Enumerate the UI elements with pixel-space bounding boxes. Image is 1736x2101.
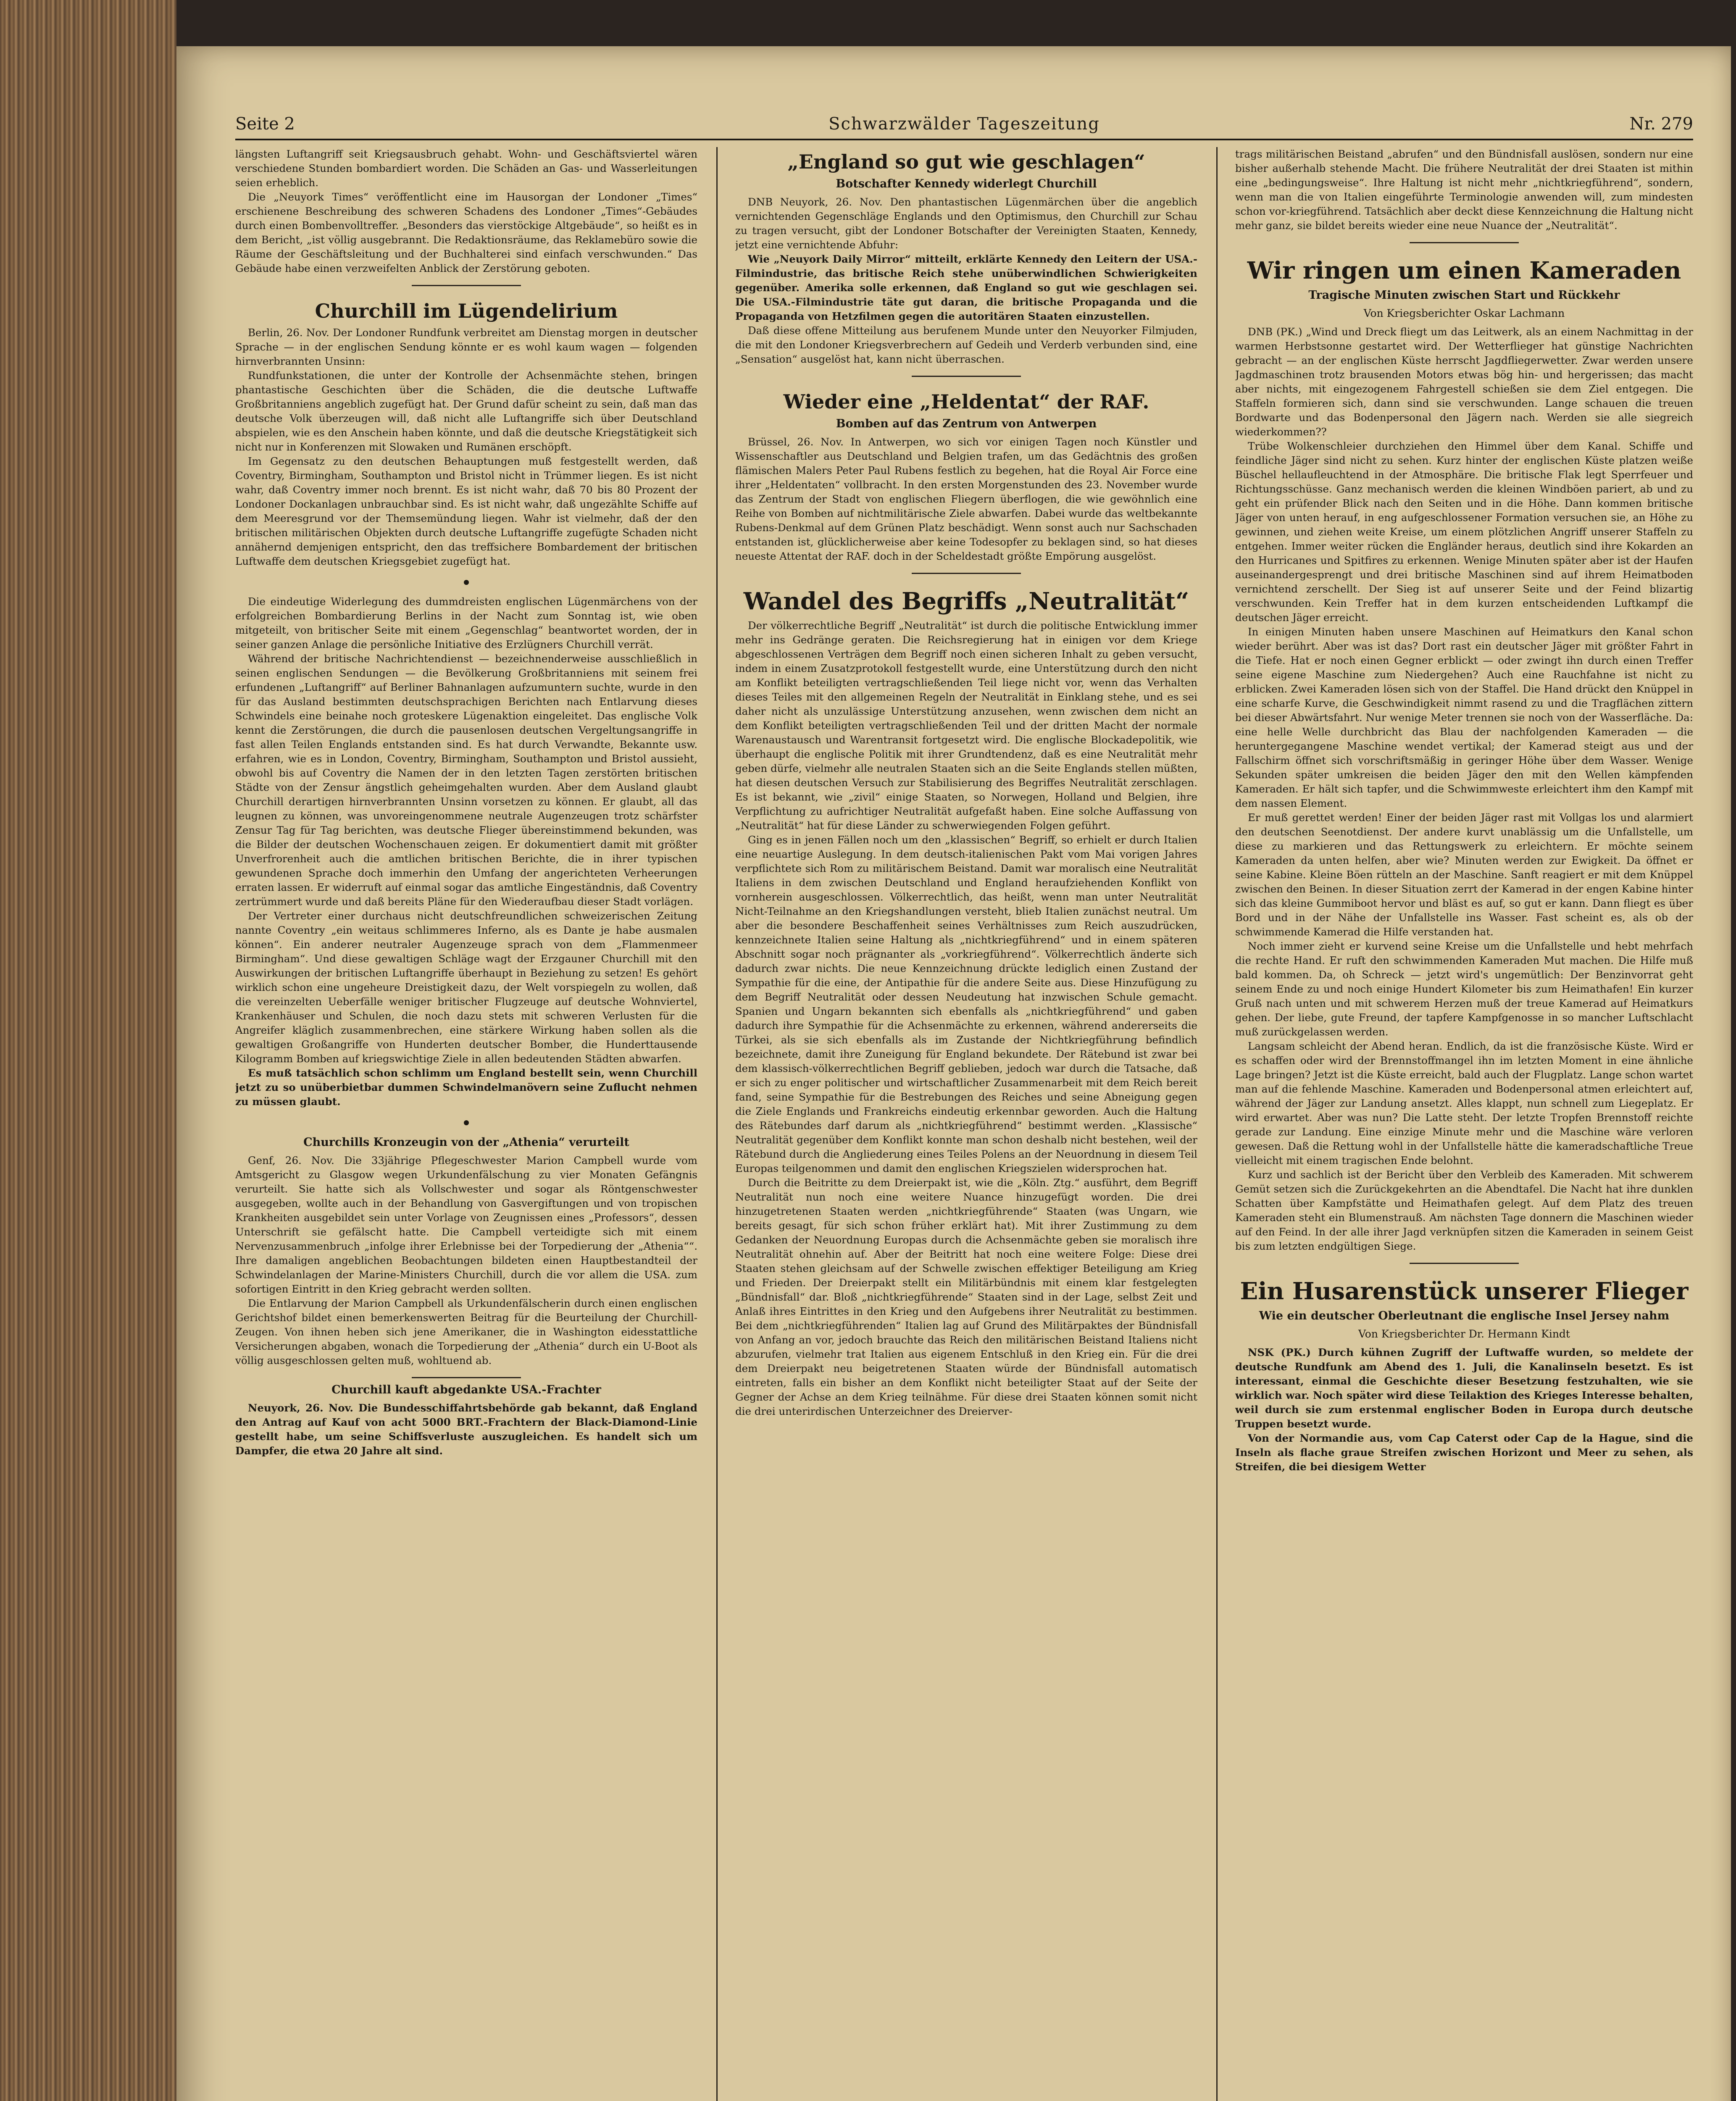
subhead-jersey: Wie ein deutscher Oberleutnant die englische Insel Jersey nahm — [1259, 1309, 1670, 1322]
paragraph: Er muß gerettet werden! Einer der beiden Jäger rast mit Vollgas los und alarmiert den deutschen Seenotdienst. Der andere kurvt unablässig um die Unfallstelle, um diese zu markieren und das Rettungswerk zu erleichtern. Er möchte seinem Kameraden da unten helfen, aber wie? Minuten werden zur Ewigkeit. Da öffnet er seine Kabine. Kleine Böen rütteln an der Maschine. Sanft reagiert er mit dem Knüppel zwischen den Beinen. In dieser Situation zerrt der Kamerad in der engen Kabine hinter sich das kleine Gummiboot hervor und bläst es auf, so gut er kann. Dann fliegt es über Bord und in der Nähe der Unfallstelle ins Wasser. Fast scheint es, als ob der schwimmende Kamerad die Hilfe verstanden hat. — [1235, 811, 1693, 938]
paragraph: Noch immer zieht er kurvend seine Kreise um die Unfallstelle und hebt mehrfach die rechte Hand. Er ruft den schwimmenden Kameraden Mut machen. Die Hilfe muß bald kommen. Da, oh Schreck — jetzt wird's ungemütlich: Der Benzinvorrat geht seinem Ende zu und noch einige Hundert Kilometer bis zum Heimathafen! Ein kurzer Gruß nach unten und mit schwerem Herzen muß der treue Kamerad auf Heimatkurs gehen. Der liebe, gute Freund, der tapfere Kampfgenosse in so mancher Luftschlacht muß zurückgelassen werden. — [1235, 940, 1693, 1038]
column-rule-1 — [716, 147, 718, 2101]
page-number: Seite 2 — [235, 114, 295, 134]
paragraph: Ging es in jenen Fällen noch um den „klassischen“ Begriff, so erhielt er durch Italien eine neuartige Auslegung. In dem deutsch-italienischen Pakt vom Mai vorigen Jahres verpflichtete sich Rom zu militärischem Beistand. Damit war moralisch eine Neutralität Italiens in dem zwischen Deutschland und England heraufziehenden Konflikt von vornherein ausgeschlossen. Völkerrechtlich, das heißt, wenn man unter Neutralität Nicht-Teilnahme an den Kriegshandlungen versteht, blieb Italien zunächst neutral. Um aber die besondere Beschaffenheit seines Verhältnisses zum Reich auszudrücken, kennzeichnete Italien seine Haltung als „nichtkriegführend“ und in einem späteren Abschnitt sogar noch prägnanter als „vorkriegführend“. Völkerrechtlich änderte sich dadurch zwar nichts. Die neue Kennzeichnung drückte lediglich einen Zustand der Sympathie für die eine, der Antipathie für die andere Seite aus. Diese Hinzufügung zu dem Begriff Neutralität oder dessen Neudeutung hat inzwischen Schule gemacht. Spanien und Ungarn bekannten sich ebenfalls als „nichtkriegführend“ und gaben dadurch ihre Sympathie für die Achsenmächte zu erkennen, während andererseits die Türkei, als sie sich ebenfalls als im Zustande der Nichtkriegführung befindlich bezeichnete, damit ihre Zuneigung für England bekundete. Der Rätebund ist zwar bei dem klassisch-völkerrechtlichen Begriff geblieben, jedoch war durch die Tatsache, daß er sich zu enger politischer und wirtschaftlicher Zusammenarbeit mit dem Reich bereit fand, seine Sympathie für die Bestrebungen des Reiches und seine Abneigung gegen die Ziele Englands und Frankreichs eindeutig erkennbar geworden. Auch die Haltung des Rätebundes darf darum als „nichtkriegführend“ bestimmt werden. „Klassische“ Neutralität gegenüber dem Konflikt konnte man schon deshalb nicht bestehen, weil der Rätebund durch die Angliederung eines Teiles Polens an der Neuordnung in diesem Teil Europas teilgenommen und damit den englischen Kriegszielen widersprochen hat. — [735, 834, 1197, 1174]
headline-athenia: Churchills Kronzeugin von der „Athenia“ verurteilt — [303, 1136, 629, 1149]
issue-number: Nr. 279 — [1629, 114, 1693, 134]
paragraph: Kurz und sachlich ist der Bericht über den Verbleib des Kameraden. Mit schwerem Gemüt setzen sich die Zurückgekehrten an die Abendtafel. Die Nacht hat ihre dunklen Schatten über Kampfstätte und Heimathafen gelegt. Auf dem Platz des treuen Kameraden steht ein Blumenstrauß. Am nächsten Tage donnern die Maschinen wieder auf den Feind. In der alle ihrer Jagd verknüpfen sitzen die Kameraden in seinem Geist bis zum letzten endgültigen Siege. — [1235, 1169, 1693, 1252]
book-edge — [0, 0, 176, 2101]
article-continuation: längsten Luftangriff seit Kriegsausbruch gehabt. Wohn- und Geschäftsviertel wären verschiedene Stunden bombardiert worden. Die Schäden an Gas- und Wasserleitungen seien erheblich. — [235, 148, 697, 189]
separator-dot — [464, 1120, 469, 1125]
paragraph: Der völkerrechtliche Begriff „Neutralität“ ist durch die politische Entwicklung immer mehr ins Gedränge geraten. Die Reichsregierung hat in einigen vor dem Kriege abgeschlossenen Verträgen dem Begriff noch einen sicheren Inhalt zu geben versucht, indem in einem Zusatzprotokoll festgestellt wurde, eine Unterstützung durch den nicht am Konflikt beteiligten vertragschließenden Teil liege nicht vor, wenn das Verhalten dieses Teiles mit den allgemeinen Regeln der Neutralität in Einklang stehe, und es sei daher nicht als unzulässige Unterstützung anzusehen, wenn zwischen dem nicht an dem Konflikt beteiligten vertragschließenden Teil und der dritten Macht der normale Warenaustausch und Warentransit fortgesetzt wird. Die englische Blockadepolitik, wie überhaupt die englische Politik mit ihrer Grundtendenz, daß es eine Neutralität mehr geben dürfe, vielmehr alle neutralen Staaten sich an die Seite Englands stellen müßten, hat diesen deutschen Versuch zur Stabilisierung des Begriffes Neutralität zerschlagen. Es ist bekannt, wie „zivil“ einige Staaten, so Norwegen, Holland und Belgien, ihre Verpflichtung zu aufrichtiger Neutralität aufgefaßt haben. Eine solche Auffassung von „Neutralität“ hat für diese Länder zu schwerwiegenden Folgen geführt. — [735, 619, 1197, 832]
paragraph: Berlin, 26. Nov. Der Londoner Rundfunk verbreitet am Dienstag morgen in deutscher Sprache — in der englischen Sendung könnte er es wohl kaum wagen — folgenden hirnverbrannten Unsinn: — [235, 326, 697, 367]
paragraph: Langsam schleicht der Abend heran. Endlich, da ist die französische Küste. Wird er es schaffen oder wird der Brennstoffmangel ihn im letzten Moment in eine ähnliche Lage bringen? Jetzt ist die Küste erreicht, bald auch der Flugplatz. Lange schon wartet man auf die fehlende Maschine. Kameraden und Bodenpersonal atmen erleichtert auf, während der Jäger zur Landung ansetzt. Alles klappt, nun schnell zum Liegeplatz. Er wird erwartet. Aber was nun? Die Latte steht. Der letzte Tropfen Brennstoff reichte gerade zur Landung. Eine einzige Minute mehr und die Maschine wäre verloren gewesen. Daß die Rettung wohl in der Unfallstelle hätte die kameradschaftliche Treue vielleicht mit einem tragischen Ende belohnt. — [1235, 1040, 1693, 1166]
paragraph: Daß diese offene Mitteilung aus berufenem Munde unter den Neuyorker Filmjuden, die mit den Londoner Kriegsverbrechern auf Gedeih und Verderb verbunden sind, eine „Sensation“ ausgelöst hat, kann nicht überraschen. — [735, 324, 1197, 365]
subhead-kennedy: Botschafter Kennedy widerlegt Churchill — [836, 177, 1097, 190]
paragraph: DNB Neuyork, 26. Nov. Den phantastischen Lügenmärchen über die angeblich vernichtenden Gegenschläge Englands und den Optimismus, den Churchill zur Schau zu tragen versucht, gibt der Londoner Botschafter der Vereinigten Staaten, Kennedy, jetzt eine vernichtende Abfuhr: — [735, 196, 1197, 251]
paragraph: Durch die Beitritte zu dem Dreierpakt ist, wie die „Köln. Ztg.“ ausführt, dem Begriff Neutralität nun noch eine weitere Nuance hinzugefügt worden. Die drei hinzugetretenen Staaten werden „nichtkriegführende“ Staaten (was Ungarn, wie bereits gesagt, für sich schon früher erklärt hat). Mit ihrer Zustimmung zu dem Gedanken der Neuordnung Europas durch die Achsenmächte geben sie moralisch ihre Neutralität ohnehin auf. Aber der Beitritt hat noch eine weitere Folge: Diese drei Staaten stehen gleichsam auf der Schwelle zwischen effektiger Beteiligung am Krieg und Frieden. Der Dreierpakt stellt ein Militärbündnis mit einem klar festgelegten „Bündnisfall“ dar. Bloß „nichtkriegführende“ Staaten sind in der Lage, selbst Zeit und Anlaß ihres Eintrittes in den Krieg und den Aufgebens ihrer Neutralität zu bestimmen. Bei dem „nichtkriegführenden“ Italien lag auf Grund des Militärpaktes der Bündnisfall von Anfang an vor, jedoch brauchte das Reich den militärischen Beistand Italiens nicht abzurufen, vielmehr trat Italien aus eigenem Entschluß in den Krieg ein. Für die drei dem Dreierpakt neu beigetretenen Staaten würde der Bündnisfall automatisch eintreten, falls ein bisher an dem Konflikt nicht beteiligter Staat auf der Seite der Gegner der Achse an dem Krieg teilnähme. Für diese drei Staaten können somit nicht die drei unterirdischen Unterzeichner des Dreierver- — [735, 1177, 1197, 1417]
byline-lachmann: Von Kriegsberichter Oskar Lachmann — [1363, 307, 1565, 319]
masthead — [235, 101, 1693, 140]
article-continuation: trags militärischen Beistand „abrufen“ und den Bündnisfall auslösen, sondern nur eine bisher außerhalb stehende Macht. Die frühere Neutralität der drei Staaten ist mithin eine „bedingungsweise“. Ihre Haltung ist nicht mehr „nichtkriegführend“, sondern, wenn man die von Italien eingeführte Terminologie anwenden will, zum mindesten schon vor-kriegführend. Tatsächlich aber deckt diese Kennzeichnung die Haltung nicht mehr ganz, sie bildet bereits wieder eine neue Nuance der „Neutralität“. — [1235, 148, 1693, 232]
paper-name: Schwarzwälder Tageszeitung — [829, 114, 1100, 134]
headline-husarenstueck: Ein Husarenstück unserer Flieger — [1240, 1277, 1689, 1305]
paragraph: Die „Neuyork Times“ veröffentlicht eine im Hausorgan der Londoner „Times“ erschienene Beschreibung des schweren Schadens des Londoner „Times“-Gebäudes durch einen Bombenvolltreffer. „Besonders das vierstöckige Altgebäude“, so heißt es in dem Bericht, „ist völlig ausgebrannt. Die Redaktionsräume, das Reklamebüro sowie die Räume der Geschäftsleitung und der Buchhalterei sind einfach verschwunden.“ Das Gebäude habe einen verzweifelten Anblick der Zerstörung geboten. — [235, 191, 697, 274]
headline-england-geschlagen: „England so gut wie geschlagen“ — [787, 150, 1145, 173]
divider — [412, 1377, 521, 1378]
separator — [235, 1115, 697, 1129]
byline-kindt: Von Kriegsberichter Dr. Hermann Kindt — [1358, 1328, 1570, 1340]
headline-heldentat-raf: Wieder eine „Heldentat“ der RAF. — [783, 390, 1149, 413]
column-3 — [1235, 147, 1693, 2101]
paragraph: Trübe Wolkenschleier durchziehen den Himmel über dem Kanal. Schiffe und feindliche Jäger sind nicht zu sehen. Kurz hinter der englischen Küste platzen weiße Büschel hellaufleuchtend in der Atmosphäre. Die britische Flak legt Sperrfeuer und Richtungsschüsse. Ganz mechanisch werden die kleinen Windböen pariert, ab und zu geht ein prüfender Blick nach den Seiten und in die Höhe. Dann kommen britische Jäger von unten herauf, in eng aufgeschlossener Formation versuchen sie, an Höhe zu gewinnen, und ziehen weite Kreise, um einem plötzlichen Angriff unserer Staffeln zu entgehen. Immer weiter rücken die Engländer heraus, deutlich sind ihre Kokarden an den Hurricanes und Spitfires zu erkennen. Wenige Minuten später aber ist der Haufen auseinandergesprengt und drei britische Maschinen sind auf ihrem Heimatboden vernichtend zerschellt. Der Sieg ist auf unserer Seite und der Feind blizartig verschwunden. Kein Treffer hat in dem kurzen entscheidenden Luftkampf die deutschen Jäger erreicht. — [1235, 440, 1693, 624]
paragraph-bold: Neuyork, 26. Nov. Die Bundesschiffahrtsbehörde gab bekannt, daß England den Antrag auf Kauf von acht 5000 BRT.-Frachtern der Black-Diamond-Linie gestellt habe, um seine Schiffsverluste auszugleichen. Es handelt sich um Dampfer, die etwa 20 Jahre alt sind. — [235, 1402, 697, 1457]
paragraph: Die Entlarvung der Marion Campbell als Urkundenfälscherin durch einen englischen Gerichtshof bildet einen bemerkenswerten Beitrag für die Beurteilung der Churchill-Zeugen. Von ihnen heben sich jene Amerikaner, die in Washington eidesstattliche Versicherungen abgaben, wonach die Torpedierung der „Athenia“ durch ein U-Boot als völlig ausgeschlossen gelten muß, wohltuend ab. — [235, 1297, 697, 1366]
separator — [235, 574, 697, 589]
paragraph: In einigen Minuten haben unsere Maschinen auf Heimatkurs den Kanal schon wieder berührt. Aber was ist das? Dort rast ein deutscher Jäger mit größter Fahrt in die Tiefe. Hat er noch einen Gegner erblickt — oder zwingt ihn durch einen Treffer seine eigene Maschine zum Niedergehen? Auch eine Rauchfahne ist nicht zu erblicken. Zwei Kameraden lösen sich von der Staffel. Die Hand drückt den Knüppel in eine scharfe Kurve, die Geschwindigkeit nimmt rasend zu und die Tragflächen zittern bei dieser Abwärtsfahrt. Nur wenige Meter trennen sie noch von der Wasserfläche. Da: eine helle Welle durchbricht das Blau der nachfolgenden Kameraden — die heruntergegangene Maschine wendet vertikal; der Kamerad steigt aus und der Fallschirm öffnet sich vorschriftsmäßig in geringer Höhe über dem Wasser. Wenige Sekunden später umkreisen die beiden Jäger den mit den Wellen kämpfenden Kameraden. Er hält sich tapfer, und die Schwimmweste erleichtert ihm den Kampf mit dem nassen Element. — [1235, 626, 1693, 809]
column-2 — [735, 147, 1197, 2101]
paragraph: Brüssel, 26. Nov. In Antwerpen, wo sich vor einigen Tagen noch Künstler und Wissenschaftler aus Deutschland und Belgien trafen, um das Gedächtnis des großen flämischen Malers Peter Paul Rubens festlich zu begehen, hat die Royal Air Force eine ihrer „Heldentaten“ vollbracht. In den ersten Morgenstunden des 23. November wurde das Zentrum der Stadt von englischen Fliegern überflogen, die wie gewöhnlich eine Reihe von Bomben auf nichtmilitärische Ziele abwarfen. Dabei wurde das weltbekannte Rubens-Denkmal auf dem Grünen Platz beschädigt. Wenn sonst auch nur Sachschaden entstanden ist, glücklicherweise aber keine Todesopfer zu beklagen sind, so hat dieses neueste Attentat der RAF. doch in der Scheldestadt größte Empörung ausgelöst. — [735, 436, 1197, 562]
divider — [412, 285, 521, 286]
headline-neutralitaet: Wandel des Begriffs „Neutralität“ — [743, 587, 1189, 615]
headline-churchill-luegendelirium: Churchill im Lügendelirium — [315, 300, 618, 322]
paragraph: Genf, 26. Nov. Die 33jährige Pflegeschwester Marion Campbell wurde vom Amtsgericht zu Glasgow wegen Urkundenfälschung zu vier Monaten Gefängnis verurteilt. Sie hatte sich als Vollschwester und sogar als Röntgenschwester ausgegeben, wollte auch in der Behandlung von Gasvergiftungen und von tropischen Krankheiten ausgebildet sein unter Vorlage von Zeugnissen eines „Professors“, dessen Unterschrift sie gefälscht hatte. Die Campbell verteidigte sich mit einem Nervenzusammenbruch „infolge ihrer Erlebnisse bei der Torpedierung der „Athenia““. Ihre damaligen angeblichen Beobachtungen bildeten einen Hauptbestandteil der Schwindelanlagen der Marine-Ministers Churchill, durch die vor allem die USA. zum sofortigen Eintritt in den Krieg gebracht werden sollten. — [235, 1154, 697, 1295]
paragraph-bold: Von der Normandie aus, vom Cap Caterst oder Cap de la Hague, sind die Inseln als flache graue Streifen zwischen Horizont und Meer zu sehen, als Streifen, die bei diesigem Wetter — [1235, 1432, 1693, 1473]
subhead-tragische-minuten: Tragische Minuten zwischen Start und Rückkehr — [1308, 289, 1620, 302]
newspaper-page — [176, 46, 1731, 2101]
divider — [912, 376, 1021, 377]
divider — [1410, 242, 1519, 243]
paragraph: Im Gegensatz zu den deutschen Behauptungen muß festgestellt werden, daß Coventry, Birmingham, Southampton und Bristol nicht in Trümmer liegen. Es ist nicht wahr, daß Coventry immer noch brennt. Es ist nicht wahr, daß 70 bis 80 Prozent der Londoner Dockanlagen unbrauchbar sind. Es ist nicht wahr, daß ungezählte Schiffe auf dem Meeresgrund vor der Themsemündung liegen. Wahr ist vielmehr, daß der den britischen militärischen Objekten durch deutsche Luftangriffe zugefügte Schaden nicht annähernd demjenigen entspricht, den das treffsichere Bombardement der britischen Luftwaffe dem deutschen Kriegsgebiet zugefügt hat. — [235, 455, 697, 567]
paragraph: Rundfunkstationen, die unter der Kontrolle der Achsenmächte stehen, bringen phantastische Geschichten über die Schäden, die die deutsche Luftwaffe Großbritanniens angeblich zugefügt hat. Der Grund dafür scheint zu sein, daß man das deutsche Volk überzeugen will, daß nicht alle Luftangriffe sich über Deutschland abspielen, wie es den Anschein haben könnte, und daß die deutsche Kriegstätigkeit sich nicht nur in Konferenzen mit Slowaken und Rumänen erschöpft. — [235, 369, 697, 453]
paragraph-bold: Wie „Neuyork Daily Mirror“ mitteilt, erklärte Kennedy den Leitern der USA.-Filmindustrie, das britische Reich stehe unüberwindlichen Schwierigkeiten gegenüber. Amerika solle erkennen, daß England so gut wie geschlagen sei. Die USA.-Filmindustrie täte gut daran, die britische Propaganda und die Propaganda von Hetzfilmen gegen die autoritären Staaten einzustellen. — [735, 253, 1197, 322]
paragraph-bold: Es muß tatsächlich schon schlimm um England bestellt sein, wenn Churchill jetzt zu so unüberbietbar dummen Schwindelmanövern seine Zuflucht nehmen zu müssen glaubt. — [235, 1067, 697, 1108]
headline-usa-frachter: Churchill kauft abgedankte USA.-Frachter — [331, 1383, 601, 1396]
paragraph: Die eindeutige Widerlegung des dummdreisten englischen Lügenmärchens von der erfolgreichen Bombardierung Berlins in der Nacht zum Sonntag ist, wie oben mitgeteilt, von britischer Seite mit einem „Gegenschlag“ beantwortet worden, der in seiner ganzen Anlage die persönliche Initiative des Erzlügners Churchill verrät. — [235, 595, 697, 650]
column-rule-2 — [1216, 147, 1218, 2101]
paragraph-bold: NSK (PK.) Durch kühnen Zugriff der Luftwaffe wurden, so meldete der deutsche Rundfunk am Abend des 1. Juli, die Kanalinseln besetzt. Es ist interessant, einmal die Geschichte dieser Besetzung festzuhalten, wie sie wirklich war. Noch später wird diese Teilaktion des Krieges Interesse behalten, weil durch sie zum erstenmal englischer Boden in Europa durch deutsche Truppen besetzt wurde. — [1235, 1346, 1693, 1430]
paragraph: Der Vertreter einer durchaus nicht deutschfreundlichen schweizerischen Zeitung nannte Coventry „ein weitaus schlimmeres Inferno, als es Dante je habe ausmalen können“. Ein anderer neutraler Augenzeuge sprach von dem „Flammenmeer Birmingham“. Und diese gewaltigen Schläge wagt der Erzgauner Churchill mit den Auswirkungen der britischen Luftangriffe überhaupt in Beziehung zu setzen! Es gehört wirklich schon eine ungeheure Dreistigkeit dazu, der Welt vorspiegeln zu wollen, daß die vereinzelten Ueberfälle weniger britischer Flugzeuge auf deutsche Wohnviertel, Krankenhäuser und Schulen, die noch dazu stets mit schweren Verlusten für die Angreifer kläglich zusammenbrechen, eine stärkere Wirkung haben sollen als die gewaltigen Großangriffe von Hunderten deutscher Bomber, die Hunderttausende Kilogramm Bomben auf kriegswichtige Ziele in allen bedeutenden Städten abwarfen. — [235, 910, 697, 1065]
paragraph: Während der britische Nachrichtendienst — bezeichnenderweise ausschließlich in seinen englischen Sendungen — die Bevölkerung Großbritanniens mit seinem frei erfundenen „Luftangriff“ auf Berliner Bahnanlagen aufzumuntern suchte, wurde in den für das Ausland bestimmten deutschsprachigen Berichten nach Entlarvung dieses Schwindels eine beinahe noch groteskere Lügenaktion eingeleitet. Das englische Volk kennt die Zerstörungen, die durch die pausenlosen deutschen Vergeltungsangriffe in fast allen Teilen Englands entstanden sind. Es hat durch Verwandte, Bekannte usw. erfahren, wie es in London, Coventry, Birmingham, Southampton und Bristol aussieht, obwohl bis auf Coventry die Namen der in den letzten Tagen zerstörten britischen Städte von der Zensur ängstlich geheimgehalten wurden. Aber dem Ausland glaubt Churchill derartigen hirnverbrannten Unsinn vorsetzen zu können. Er glaubt, all das leugnen zu können, was unvoreingenommene neutrale Augenzeugen trotz schärfster Zensur Tag für Tag berichten, was deutsche Flieger übereinstimmend bekunden, was die Bilder der deutschen Wochenschauen zeigen. Er dokumentiert damit mit größter Unverfrorenheit auch die amtlichen britischen Berichte, die in ihrer typischen gewundenen Sprache doch immerhin den Umfang der angerichteten Verheerungen erraten lassen. Er widerruft auf einmal sogar das amtliche Eingeständnis, daß Coventry zertrümmert wurde und daß bereits Pläne für den Wiederaufbau dieser Stadt vorlägen. — [235, 653, 697, 908]
subhead-antwerpen: Bomben auf das Zentrum von Antwerpen — [836, 417, 1097, 430]
separator-dot — [464, 580, 469, 585]
divider — [912, 573, 1021, 574]
divider — [1410, 1263, 1519, 1264]
paragraph: DNB (PK.) „Wind und Dreck fliegt um das Leitwerk, als an einem Nachmittag in der warmen Herbstsonne gestartet wird. Der Wetterflieger hat günstige Nachrichten gebracht — an der englischen Küste herrscht Jagdfliegerwetter. Zwar werden unsere Jagdmaschinen trotz brausenden Motors etwas bög hin- und hergerissen; das macht aber nichts, mit eingezogenem Fahrgestell schießen sie dem Ziel entgegen. Die Staffeln formieren sich, dann sind sie verschwunden. Lange schauen die treuen Bordwarte und das Bodenpersonal den Jägern nach. Werden sie alle siegreich wiederkommen?? — [1235, 326, 1693, 438]
column-1 — [235, 147, 697, 2101]
headline-kameraden: Wir ringen um einen Kameraden — [1247, 257, 1681, 284]
